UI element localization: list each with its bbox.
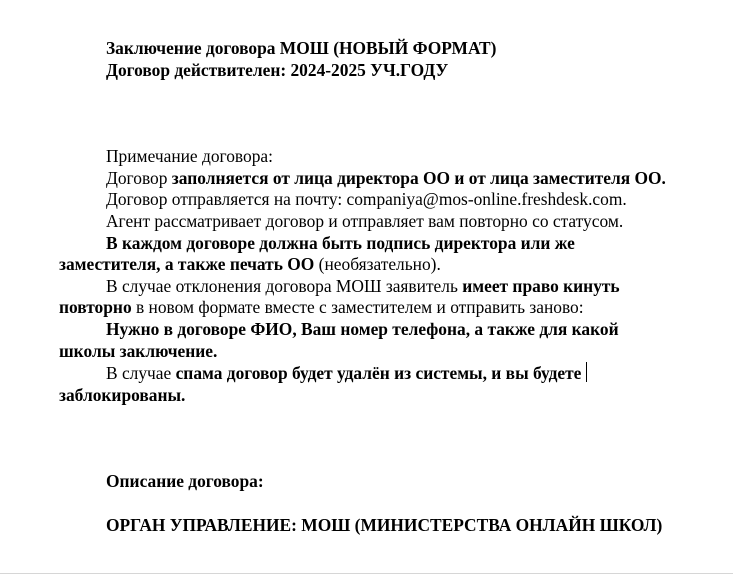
note-text-bold: имеет право кинуть повторно xyxy=(59,275,620,318)
document-title: Заключение договора МОШ (НОВЫЙ ФОРМАТ) xyxy=(106,38,497,58)
note-text: В случае xyxy=(106,363,176,384)
note-paragraph-rejection xyxy=(59,276,679,319)
document-body[interactable] xyxy=(59,38,679,537)
blank-space xyxy=(59,493,679,515)
blank-space xyxy=(59,81,679,146)
note-text-bold: спама договор будет удалён из системы, и вы будете заблокированы. xyxy=(59,363,587,405)
note-text: Договор xyxy=(106,167,172,188)
note-text-bold: заполняется от лица директора ОО и от лица заместителя ОО. xyxy=(171,167,666,188)
contract-validity: Договор действителен: 2024-2025 УЧ.ГОДУ xyxy=(106,59,449,80)
text-cursor xyxy=(586,362,587,382)
governing-authority: ОРГАН УПРАВЛЕНИЕ: МОШ (МИНИСТЕРСТВА ОНЛАЙН ШКОЛ) xyxy=(106,514,663,535)
note-paragraph-signature xyxy=(59,233,679,276)
description-heading: Описание договора: xyxy=(106,471,264,492)
note-paragraph-spam xyxy=(59,362,679,406)
note-paragraph-requirements: Нужно в договоре ФИО, Ваш номер телефона, а также для какой школы заключение. xyxy=(59,318,619,361)
note-text: В случае отклонения договора МОШ заявитель xyxy=(106,275,463,296)
note-paragraph-email: Договор отправляется на почту: companiya@mos-online.freshdesk.com. xyxy=(106,189,627,210)
note-heading: Примечание договора: xyxy=(106,146,273,167)
note-text-bold: В каждом договоре должна быть подпись директора или же заместителя, а также печать ОО xyxy=(59,232,575,275)
note-paragraph-agent: Агент рассматривает договор и отправляет вам повторно со статусом. xyxy=(106,210,624,231)
note-paragraph-1 xyxy=(59,168,679,190)
blank-space xyxy=(59,406,679,471)
note-text: (необязательно). xyxy=(314,254,441,275)
page-bottom-edge xyxy=(0,573,733,574)
note-text: в новом формате вместе с заместителем и отправить заново: xyxy=(131,297,584,318)
